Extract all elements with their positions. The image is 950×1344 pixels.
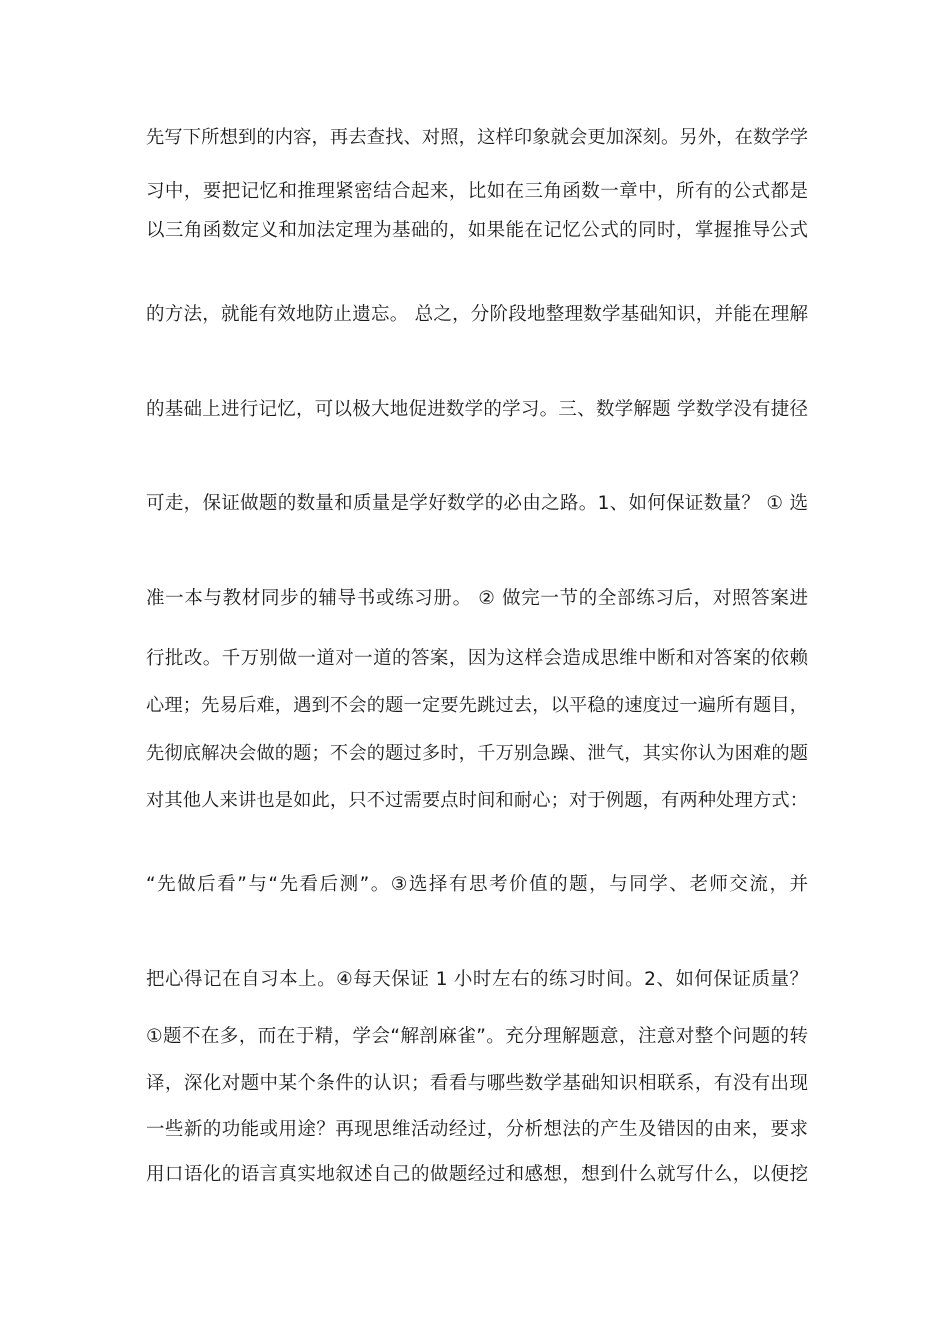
paragraph-line: 用口语化的语言真实地叙述自己的做题经过和感想，想到什么就写什么，以便挖	[146, 1164, 808, 1185]
paragraph-line: 对其他人来讲也是如此，只不过需要点时间和耐心；对于例题，有两种处理方式：	[146, 790, 808, 811]
paragraph-line: 以三角函数定义和加法定理为基础的，如果能在记忆公式的同时，掌握推导公式	[146, 220, 808, 241]
paragraph-line: 先彻底解决会做的题；不会的题过多时，千万别急躁、泄气，其实你认为困难的题	[146, 743, 808, 764]
paragraph-line: 行批改。千万别做一道对一道的答案，因为这样会造成思维中断和对答案的依赖	[146, 648, 808, 669]
paragraph-line: 心理；先易后难，遇到不会的题一定要先跳过去，以平稳的速度过一遍所有题目，	[146, 695, 808, 716]
paragraph-line: 的方法，就能有效地防止遗忘。 总之，分阶段地整理数学基础知识，并能在理解	[146, 304, 808, 325]
paragraph-line: 的基础上进行记忆，可以极大地促进数学的学习。三、数学解题 学数学没有捷径	[146, 399, 808, 420]
paragraph-line: 把心得记在自习本上。④每天保证 1 小时左右的练习时间。2、如何保证质量？	[146, 969, 808, 990]
paragraph-line: “先做后看”与“先看后测”。③选择有思考价值的题，与同学、老师交流，并	[146, 874, 808, 895]
paragraph-line: ①题不在多，而在于精，学会“解剖麻雀”。充分理解题意，注意对整个问题的转	[146, 1026, 808, 1047]
paragraph-line: 一些新的功能或用途？再现思维活动经过，分析想法的产生及错因的由来，要求	[146, 1119, 808, 1140]
paragraph-line: 先写下所想到的内容，再去查找、对照，这样印象就会更加深刻。另外，在数学学	[146, 127, 808, 148]
paragraph-line: 可走，保证做题的数量和质量是学好数学的必由之路。1、如何保证数量？ ① 选	[146, 493, 808, 514]
paragraph-line: 准一本与教材同步的辅导书或练习册。 ② 做完一节的全部练习后，对照答案进	[146, 588, 808, 609]
paragraph-line: 习中，要把记忆和推理紧密结合起来，比如在三角函数一章中，所有的公式都是	[146, 181, 808, 202]
paragraph-line: 译，深化对题中某个条件的认识；看看与哪些数学基础知识相联系，有没有出现	[146, 1073, 808, 1094]
